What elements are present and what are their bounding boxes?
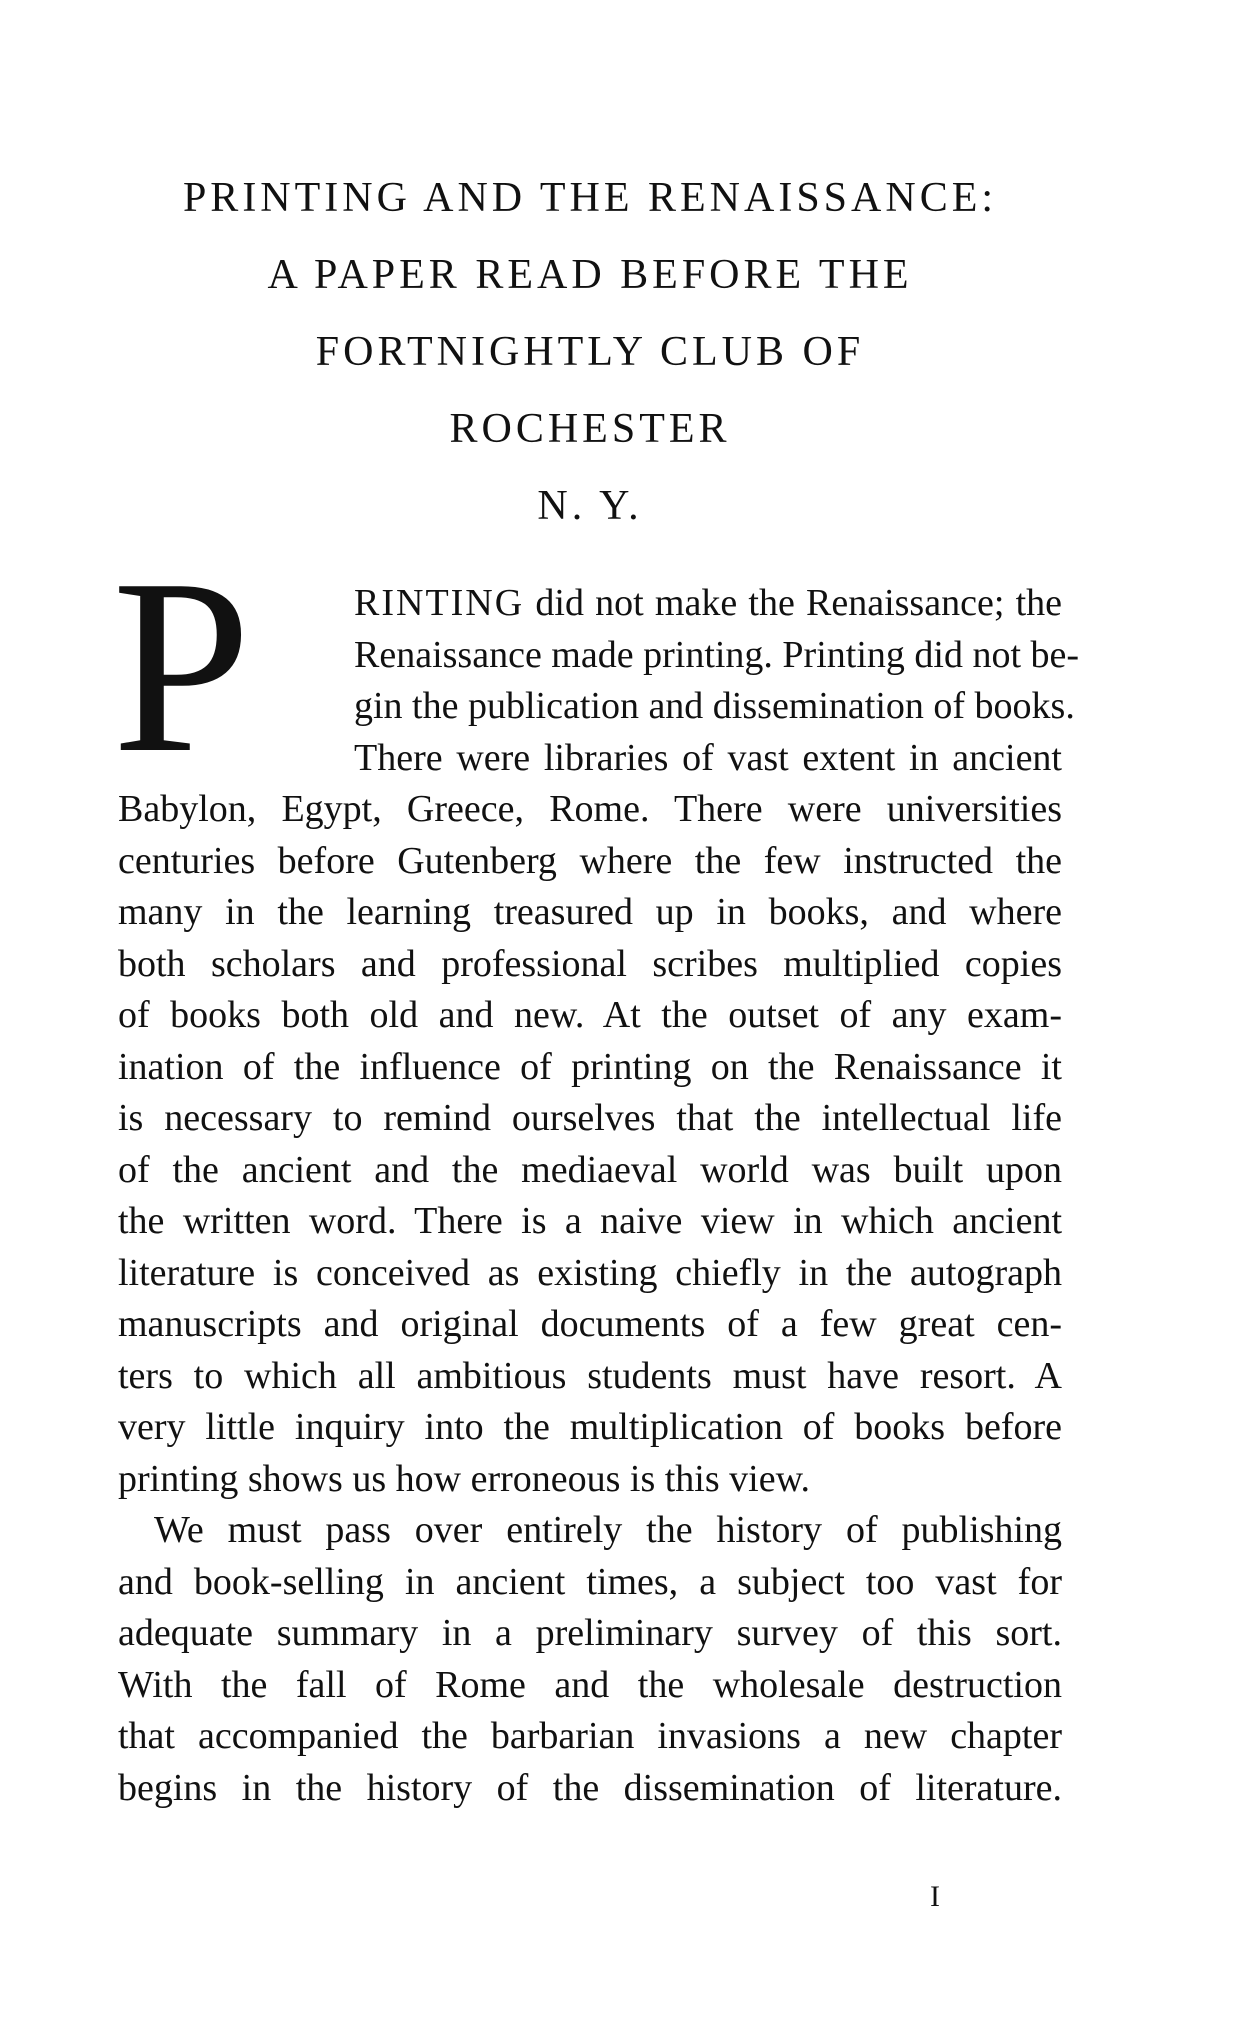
title-line-5: N. Y. xyxy=(537,483,643,529)
chapter-title xyxy=(110,160,1070,545)
body-line-7: many in the learning treasured up in books, and where xyxy=(118,891,1062,933)
body-line-22: With the fall of Rome and the wholesale destruction xyxy=(118,1663,1062,1706)
body-line-1-text: did not make the Renaissance; the xyxy=(524,582,1062,624)
body-line-13: the written word. There is a naive view in which ancient xyxy=(118,1200,1062,1242)
lead-in-smallcaps: RINTING xyxy=(354,582,525,624)
body-line-5: Babylon, Egypt, Greece, Rome. There were universities xyxy=(118,788,1062,830)
body-line-15: manuscripts and original documents of a few great cen- xyxy=(118,1303,1062,1345)
body-line-2: Renaissance made printing. Printing did not be- xyxy=(354,633,1080,676)
body-line-19: We must pass over entirely the history of publishing xyxy=(154,1509,1062,1551)
title-line-3: FORTNIGHTLY CLUB OF xyxy=(315,329,865,375)
body-line-18: printing shows us how erroneous is this view. xyxy=(118,1457,811,1500)
body-line-1 xyxy=(118,578,1062,630)
body-line-14: literature is conceived as existing chiefly in the autograph xyxy=(118,1251,1062,1294)
body-line-17: very little inquiry into the multiplication of books before xyxy=(118,1406,1062,1448)
title-line-1: PRINTING AND THE RENAISSANCE: xyxy=(182,175,998,221)
body-line-21: adequate summary in a preliminary survey of this sort. xyxy=(118,1612,1062,1654)
body-line-4: There were libraries of vast extent in ancient xyxy=(354,736,1062,779)
body-line-9: of books both old and new. At the outset of any exam- xyxy=(118,994,1062,1036)
body-line-24: begins in the history of the dissemination of literature. xyxy=(118,1766,1062,1809)
body-line-11: is necessary to remind ourselves that the intellectual life xyxy=(118,1097,1062,1139)
drop-cap-glyph: P xyxy=(112,528,252,805)
body-line-16: ters to which all ambitious students must have resort. A xyxy=(118,1354,1062,1397)
body-paragraphs xyxy=(118,578,1080,1814)
body-line-20: and book-selling in ancient times, a subject too vast for xyxy=(118,1560,1062,1603)
body-line-8: both scholars and professional scribes multiplied copies xyxy=(118,942,1062,985)
body-line-10: ination of the influence of printing on the Renaissance it xyxy=(118,1045,1062,1088)
title-line-4: ROCHESTER xyxy=(449,406,731,452)
body-line-3: gin the publication and dissemination of books. xyxy=(354,685,1075,727)
body-line-23: that accompanied the barbarian invasions a new chapter xyxy=(118,1715,1062,1757)
page-number: I xyxy=(930,1880,940,1913)
body-line-6: centuries before Gutenberg where the few instructed the xyxy=(118,839,1062,882)
body-line-12: of the ancient and the mediaeval world was built upon xyxy=(118,1148,1062,1191)
title-line-2: A PAPER READ BEFORE THE xyxy=(267,252,913,298)
